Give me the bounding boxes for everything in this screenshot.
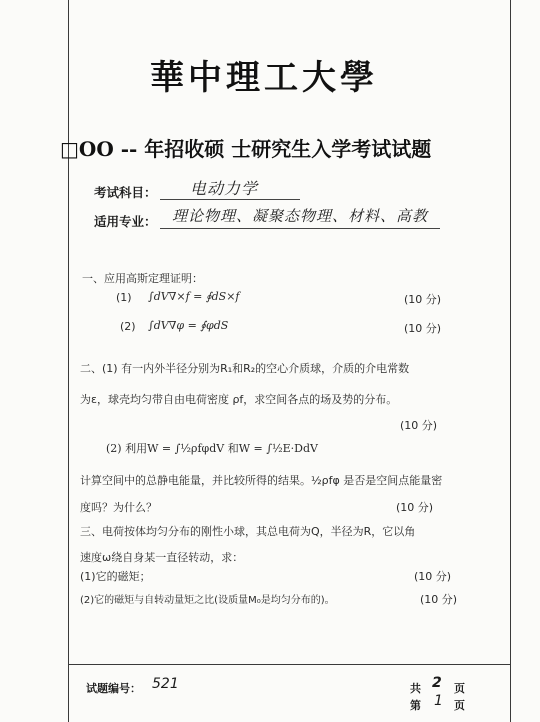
major-underline [160, 228, 440, 229]
left-border-line [68, 0, 69, 722]
q2-line2: 为ε，球壳均匀带自由电荷密度 ρf，求空间各点的场及势的分布。 [80, 393, 398, 406]
q1-part2-points: (10 分) [404, 322, 442, 335]
exam-code-label: 试题编号： [86, 682, 141, 695]
page-number-value: 1 [434, 693, 443, 709]
exam-code-value: 521 [152, 676, 179, 692]
q1-heading: 一、应用高斯定理证明： [82, 272, 203, 285]
q1-part2-label: (2) [120, 320, 136, 333]
total-pages-unit: 页 [454, 682, 465, 695]
q1-part1-points: (10 分) [404, 293, 442, 306]
q1-part1-label: (1) [116, 291, 132, 304]
subject-value: 电动力学 [190, 179, 259, 198]
footer-divider [68, 664, 511, 665]
subject-label: 考试科目： [94, 185, 157, 200]
q2-line1: 二、(1) 有一内外半径分别为R₁和R₂的空心介质球，介质的介电常数 [80, 362, 410, 375]
q2-line3: 计算空间中的总静电能量，并比较所得的结果。½ρfφ 是否是空间点能量密 [80, 474, 443, 487]
university-name: 華中理工大學 [150, 58, 378, 98]
major-label: 适用专业： [94, 214, 157, 229]
right-border-line [510, 0, 511, 722]
page-number-unit: 页 [454, 699, 465, 712]
q2-part1-points: (10 分) [400, 419, 438, 432]
q3-line1: 三、电荷按体均匀分布的刚性小球，其总电荷为Q，半径为R，它以角 [80, 525, 416, 538]
total-pages-value: 2 [432, 675, 442, 691]
q2-part2-formula: (2) 利用W = ∫½ρfφdV 和W = ∫½E·DdV [106, 442, 318, 455]
q3-part2: (2)它的磁矩与自转动量矩之比(设质量M₀是均匀分布的)。 [80, 595, 335, 606]
q3-part2-points: (10 分) [420, 593, 458, 606]
page-number-label: 第 [410, 699, 421, 712]
q2-line4: 度吗？为什么？ [80, 501, 157, 514]
q3-part1: (1)它的磁矩； [80, 570, 151, 583]
total-pages-label: 共 [410, 682, 421, 695]
q3-part1-points: (10 分) [414, 570, 452, 583]
exam-title: □OO -- 年招收硕 士研究生入学考试试题 [60, 137, 432, 161]
major-value: 理论物理、凝聚态物理、材料、高教 [172, 207, 429, 225]
q1-part2-formula: ∫dV∇φ = ∮φdS [148, 319, 229, 332]
q1-part1-formula: ∫dV∇×f = ∮dS×f [148, 290, 240, 303]
q2-part2-points: (10 分) [396, 501, 434, 514]
subject-underline [160, 199, 300, 200]
q3-line2: 速度ω绕自身某一直径转动，求： [80, 551, 244, 564]
